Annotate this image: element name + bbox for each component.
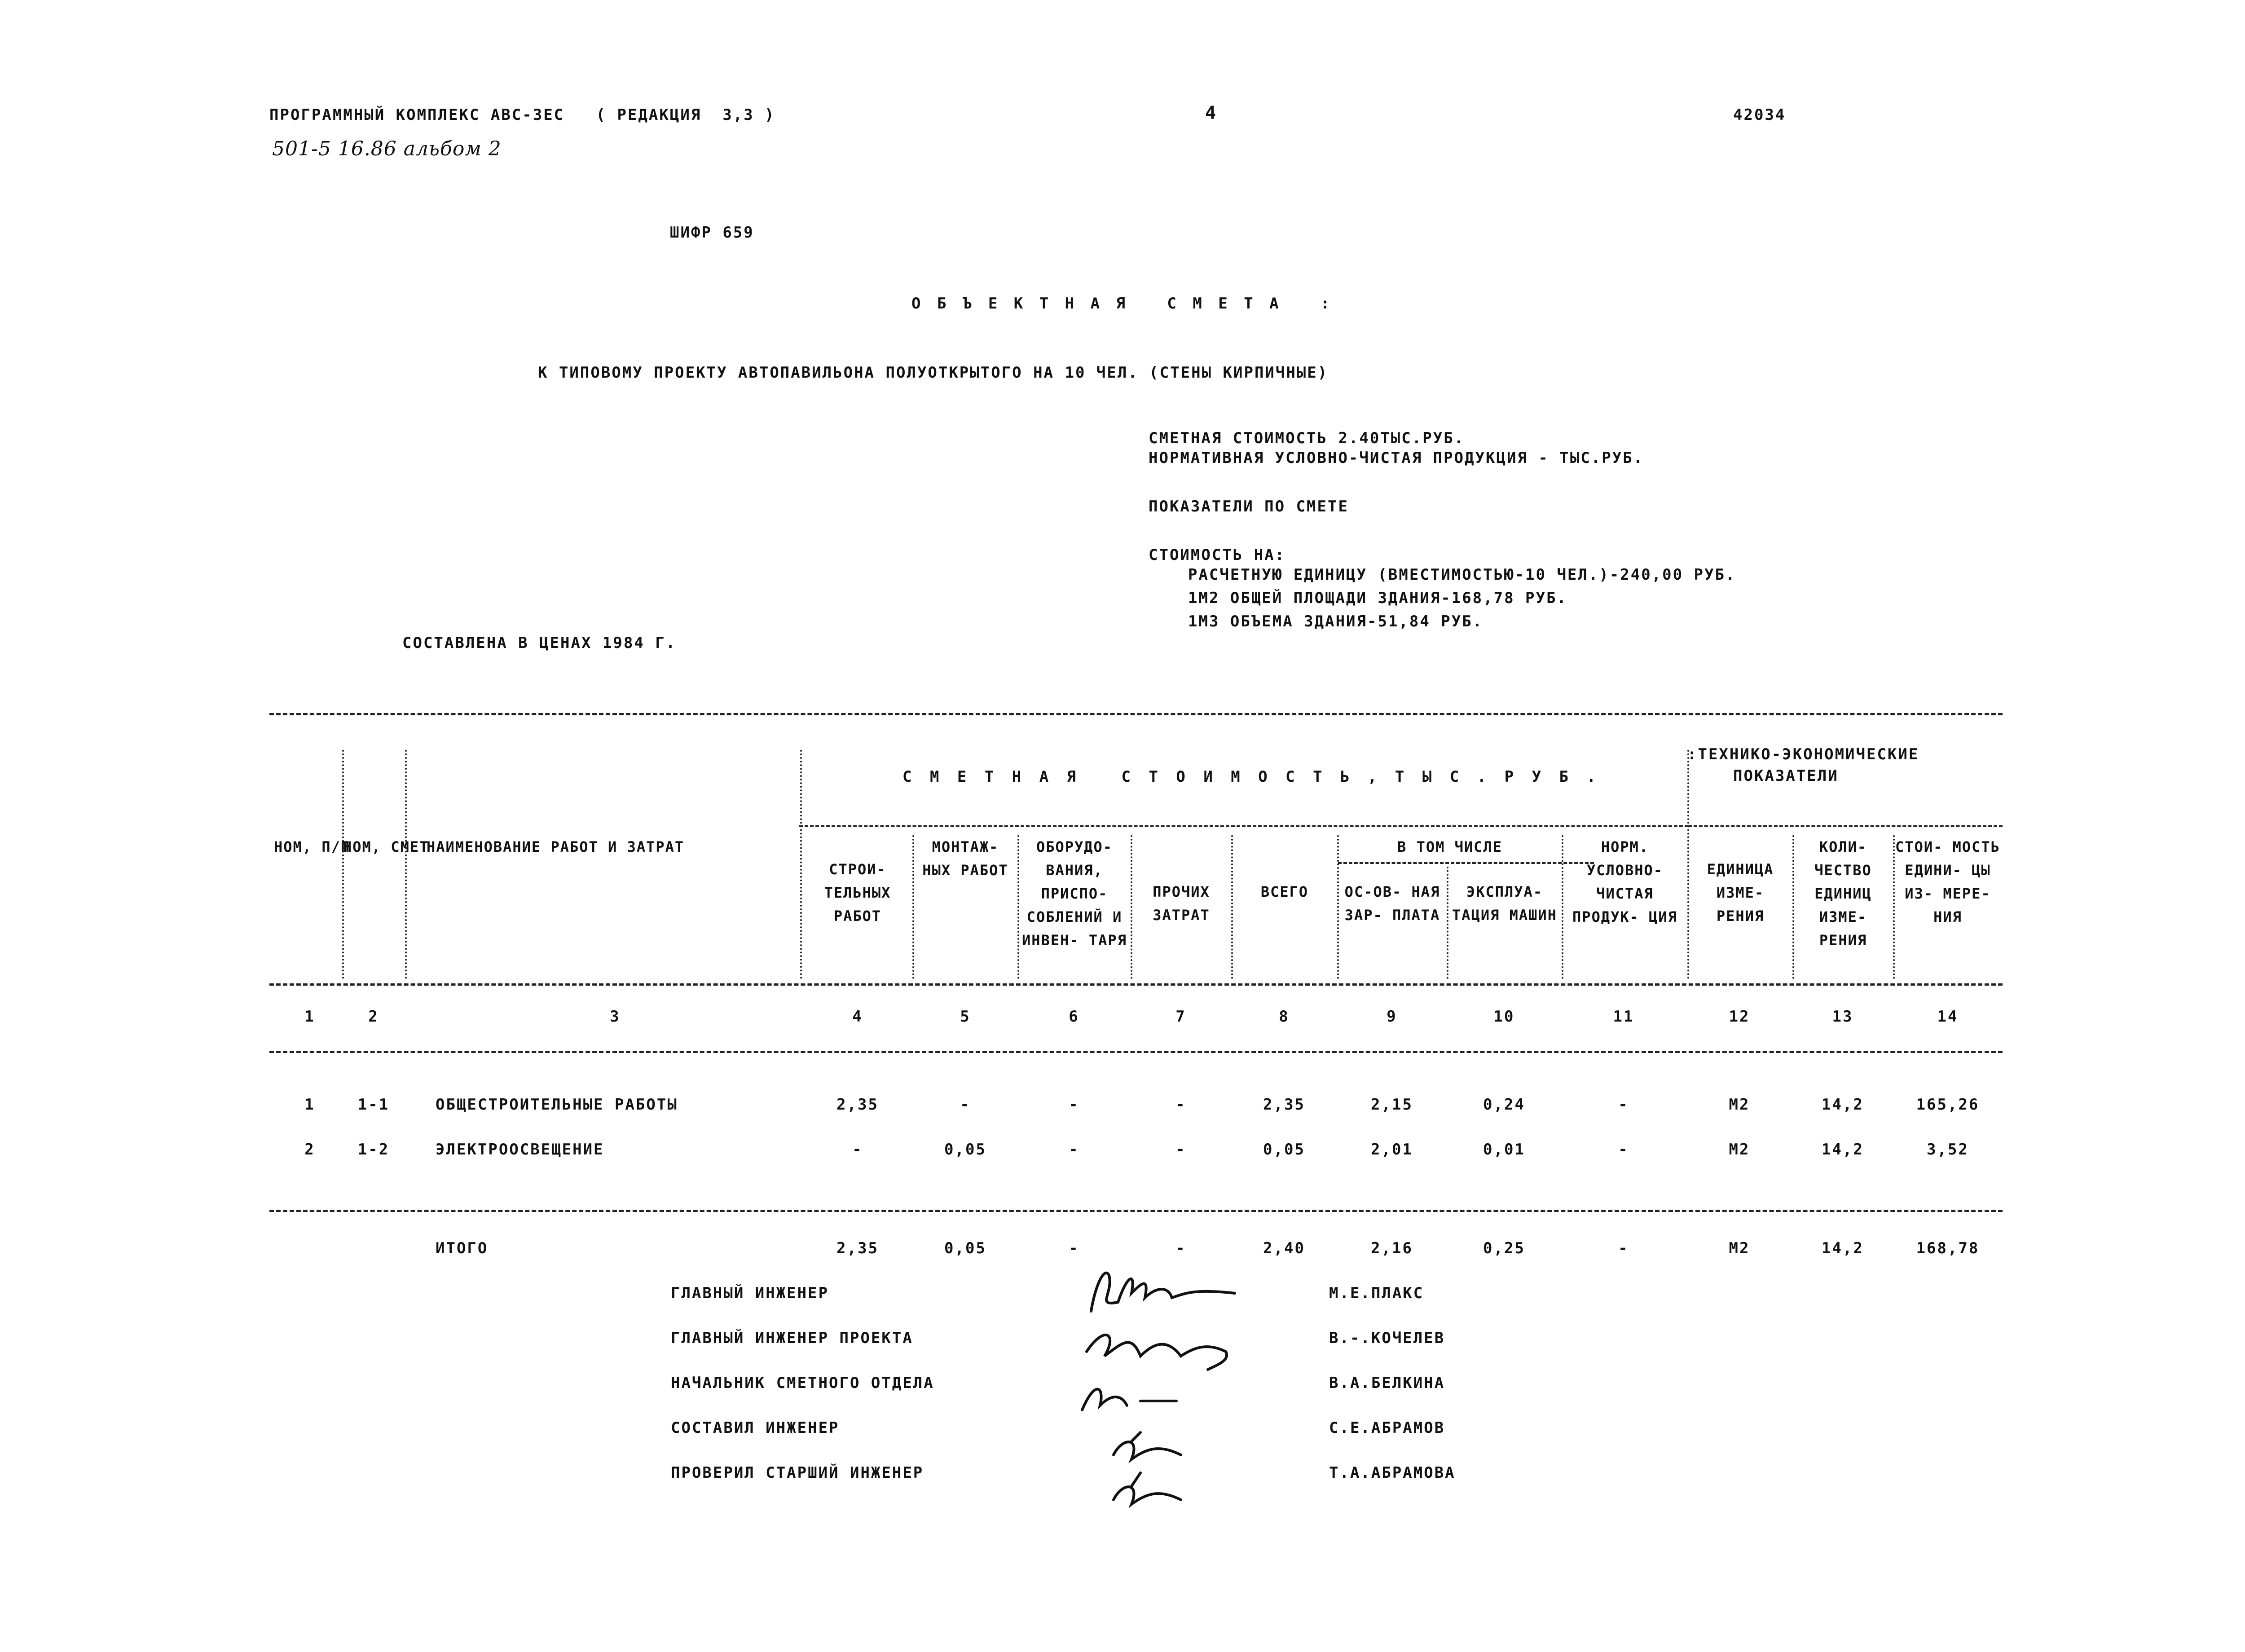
tech-group-header: :ТЕХНИКО-ЭКОНОМИЧЕСКИЕ <box>1687 745 1919 763</box>
header-col-qty: КОЛИ- ЧЕСТВО ЕДИНИЦ ИЗМЕ- РЕНИЯ <box>1814 838 1872 949</box>
estimated-cost: СМЕТНАЯ СТОИМОСТЬ 2.40ТЫС.РУБ. <box>1149 429 1465 447</box>
signature-name: С.Е.АБРАМОВ <box>1329 1419 1445 1437</box>
signature-role: ГЛАВНЫЙ ИНЖЕНЕР <box>671 1284 829 1302</box>
header-col-mounting: МОНТАЖ- НЫХ РАБОТ <box>922 838 1008 879</box>
table-cell-c7: - <box>1175 1141 1186 1159</box>
column-number: 3 <box>610 1008 621 1026</box>
total-cell-c6: - <box>1069 1239 1079 1257</box>
column-number: 11 <box>1613 1008 1634 1026</box>
total-cell-c7: - <box>1175 1239 1186 1257</box>
table-cell-c14: 165,26 <box>1916 1096 1980 1114</box>
tech-group-header-2: ПОКАЗАТЕЛИ <box>1733 767 1839 785</box>
document-title: О Б Ъ Е К Т Н А Я С М Е Т А : <box>911 295 1334 313</box>
cost-per-m2: 1М2 ОБЩЕЙ ПЛОЩАДИ ЗДАНИЯ-168,78 РУБ. <box>1188 589 1567 607</box>
table-cell-c10: 0,01 <box>1483 1141 1525 1159</box>
col-separator <box>1231 835 1233 979</box>
table-cell-est: 1-1 <box>357 1096 390 1114</box>
header-col-wage: ОС-ОВ- НАЯ ЗАР- ПЛАТА <box>1344 883 1440 924</box>
column-number: 6 <box>1069 1008 1079 1026</box>
table-cell-c10: 0,24 <box>1483 1096 1525 1114</box>
table-cell-c4: 2,35 <box>836 1096 879 1114</box>
header-col-num: НОМ, П/П <box>274 838 351 855</box>
header-col-unit: ЕДИНИЦА ИЗМЕ- РЕНИЯ <box>1707 861 1774 925</box>
cost-group-rule <box>799 825 1688 827</box>
column-number: 9 <box>1387 1008 1397 1026</box>
column-number: 1 <box>304 1008 315 1026</box>
total-cell-c9: 2,16 <box>1371 1239 1413 1257</box>
header-col-name: НАИМЕНОВАНИЕ РАБОТ И ЗАТРАТ <box>427 838 685 855</box>
table-cell-c11: - <box>1618 1141 1629 1159</box>
table-cell-c13: 14,2 <box>1822 1096 1864 1114</box>
cost-per-unit: РАСЧЕТНУЮ ЕДИНИЦУ (ВМЕСТИМОСТЬЮ-10 ЧЕЛ.)-240,00 РУБ. <box>1188 566 1736 584</box>
code-label: ШИФР 659 <box>670 224 754 242</box>
total-cell-c14: 168,78 <box>1916 1239 1980 1257</box>
table-cell-c9: 2,01 <box>1371 1141 1413 1159</box>
table-cell-c8: 2,35 <box>1263 1096 1305 1114</box>
signature-name: М.Е.ПЛАКС <box>1329 1284 1424 1302</box>
page-number: 4 <box>1205 103 1218 123</box>
column-number: 4 <box>852 1008 863 1026</box>
table-cell-est: 1-2 <box>357 1141 390 1159</box>
column-number: 7 <box>1175 1008 1186 1026</box>
indicators-title: ПОКАЗАТЕЛИ ПО СМЕТЕ <box>1149 498 1349 515</box>
total-cell-c4: 2,35 <box>836 1239 879 1257</box>
cost-group-header: С М Е Т Н А Я С Т О И М О С Т Ь , Т Ы С . Р У Б . <box>902 768 1600 786</box>
table-cell-c8: 0,05 <box>1263 1141 1305 1159</box>
incl-group-rule <box>1338 862 1594 864</box>
signature-name: Т.А.АБРАМОВА <box>1329 1464 1456 1482</box>
cost-per-m3: 1М3 ОБЪЕМА ЗДАНИЯ-51,84 РУБ. <box>1188 612 1483 630</box>
signature-role: ГЛАВНЫЙ ИНЖЕНЕР ПРОЕКТА <box>671 1329 913 1347</box>
rows-bottom-rule <box>269 1210 2003 1212</box>
col-separator <box>405 750 407 979</box>
handwritten-signatures <box>1078 1257 1257 1509</box>
column-number: 12 <box>1729 1008 1750 1026</box>
signature-name: В.-.КОЧЕЛЕВ <box>1329 1329 1445 1347</box>
table-cell-name: ОБЩЕСТРОИТЕЛЬНЫЕ РАБОТЫ <box>436 1096 678 1114</box>
total-cell-name: ИТОГО <box>436 1239 489 1257</box>
header-col-estimate: НОМ, СМЕТ <box>343 838 429 855</box>
table-cell-c4: - <box>852 1141 863 1159</box>
signature-role: ПРОВЕРИЛ СТАРШИЙ ИНЖЕНЕР <box>671 1464 924 1482</box>
total-cell-c12: М2 <box>1729 1239 1750 1257</box>
column-number-rule <box>269 1051 2003 1053</box>
table-header-bottom-rule <box>269 983 2003 986</box>
header-col-total: ВСЕГО <box>1260 883 1309 900</box>
column-number: 13 <box>1832 1008 1853 1026</box>
total-cell-c5: 0,05 <box>944 1239 986 1257</box>
table-cell-num: 1 <box>304 1096 315 1114</box>
column-number: 14 <box>1937 1008 1959 1026</box>
header-col-incl: В ТОМ ЧИСЛЕ <box>1397 838 1502 855</box>
column-number: 8 <box>1279 1008 1290 1026</box>
document-subtitle: К ТИПОВОМУ ПРОЕКТУ АВТОПАВИЛЬОНА ПОЛУОТКРЫТОГО НА 10 ЧЕЛ. (СТЕНЫ КИРПИЧНЫЕ) <box>538 364 1329 382</box>
header-col-other: ПРОЧИХ ЗАТРАТ <box>1153 883 1210 924</box>
total-cell-c10: 0,25 <box>1483 1239 1525 1257</box>
header-col-equipment: ОБОРУДО- ВАНИЯ, ПРИСПО- СОБЛЕНИЙ И ИНВЕН- ТАРЯ <box>1022 838 1127 949</box>
table-cell-c5: 0,05 <box>944 1141 986 1159</box>
total-cell-c13: 14,2 <box>1822 1239 1864 1257</box>
table-cell-name: ЭЛЕКТРООСВЕЩЕНИЕ <box>436 1141 604 1159</box>
cost-per-title: СТОИМОСТЬ НА: <box>1149 546 1286 564</box>
tech-group-rule <box>1688 825 2003 827</box>
table-cell-num: 2 <box>304 1141 315 1159</box>
signature-name: В.А.БЕЛКИНА <box>1329 1374 1445 1392</box>
table-cell-c7: - <box>1175 1096 1186 1114</box>
column-number: 5 <box>960 1008 971 1026</box>
document-number: 42034 <box>1733 106 1786 124</box>
table-cell-c6: - <box>1069 1096 1079 1114</box>
col-separator <box>342 750 344 979</box>
program-header: ПРОГРАММНЫЙ КОМПЛЕКС АВС-3ЕС ( РЕДАКЦИЯ 3,3 ) <box>269 106 775 124</box>
total-cell-c11: - <box>1618 1239 1629 1257</box>
header-col-net: НОРМ. УСЛОВНО- ЧИСТАЯ ПРОДУК- ЦИЯ <box>1572 838 1677 925</box>
table-cell-c6: - <box>1069 1141 1079 1159</box>
total-cell-c8: 2,40 <box>1263 1239 1305 1257</box>
col-separator <box>800 750 802 979</box>
prices-year: СОСТАВЛЕНА В ЦЕНАХ 1984 Г. <box>402 634 677 652</box>
table-cell-c13: 14,2 <box>1822 1141 1864 1159</box>
column-number: 10 <box>1493 1008 1515 1026</box>
header-col-machines: ЭКСПЛУА- ТАЦИЯ МАШИН <box>1452 883 1557 924</box>
table-cell-c11: - <box>1618 1096 1629 1114</box>
table-cell-c9: 2,15 <box>1371 1096 1413 1114</box>
signature-role: НАЧАЛЬНИК СМЕТНОГО ОТДЕЛА <box>671 1374 934 1392</box>
handwritten-reference: 501-5 16.86 альбом 2 <box>272 137 502 160</box>
table-cell-c5: - <box>960 1096 971 1114</box>
signature-role: СОСТАВИЛ ИНЖЕНЕР <box>671 1419 840 1437</box>
table-cell-c12: М2 <box>1729 1096 1750 1114</box>
net-product: НОРМАТИВНАЯ УСЛОВНО-ЧИСТАЯ ПРОДУКЦИЯ - ТЫС.РУБ. <box>1149 449 1644 467</box>
table-cell-c14: 3,52 <box>1927 1141 1969 1159</box>
column-number: 2 <box>368 1008 379 1026</box>
table-top-rule <box>269 713 2003 715</box>
header-col-construction: СТРОИ- ТЕЛЬНЫХ РАБОТ <box>824 861 891 925</box>
table-cell-c12: М2 <box>1729 1141 1750 1159</box>
header-col-unit-cost: СТОИ- МОСТЬ ЕДИНИ- ЦЫ ИЗ- МЕРЕ- НИЯ <box>1895 838 2000 925</box>
